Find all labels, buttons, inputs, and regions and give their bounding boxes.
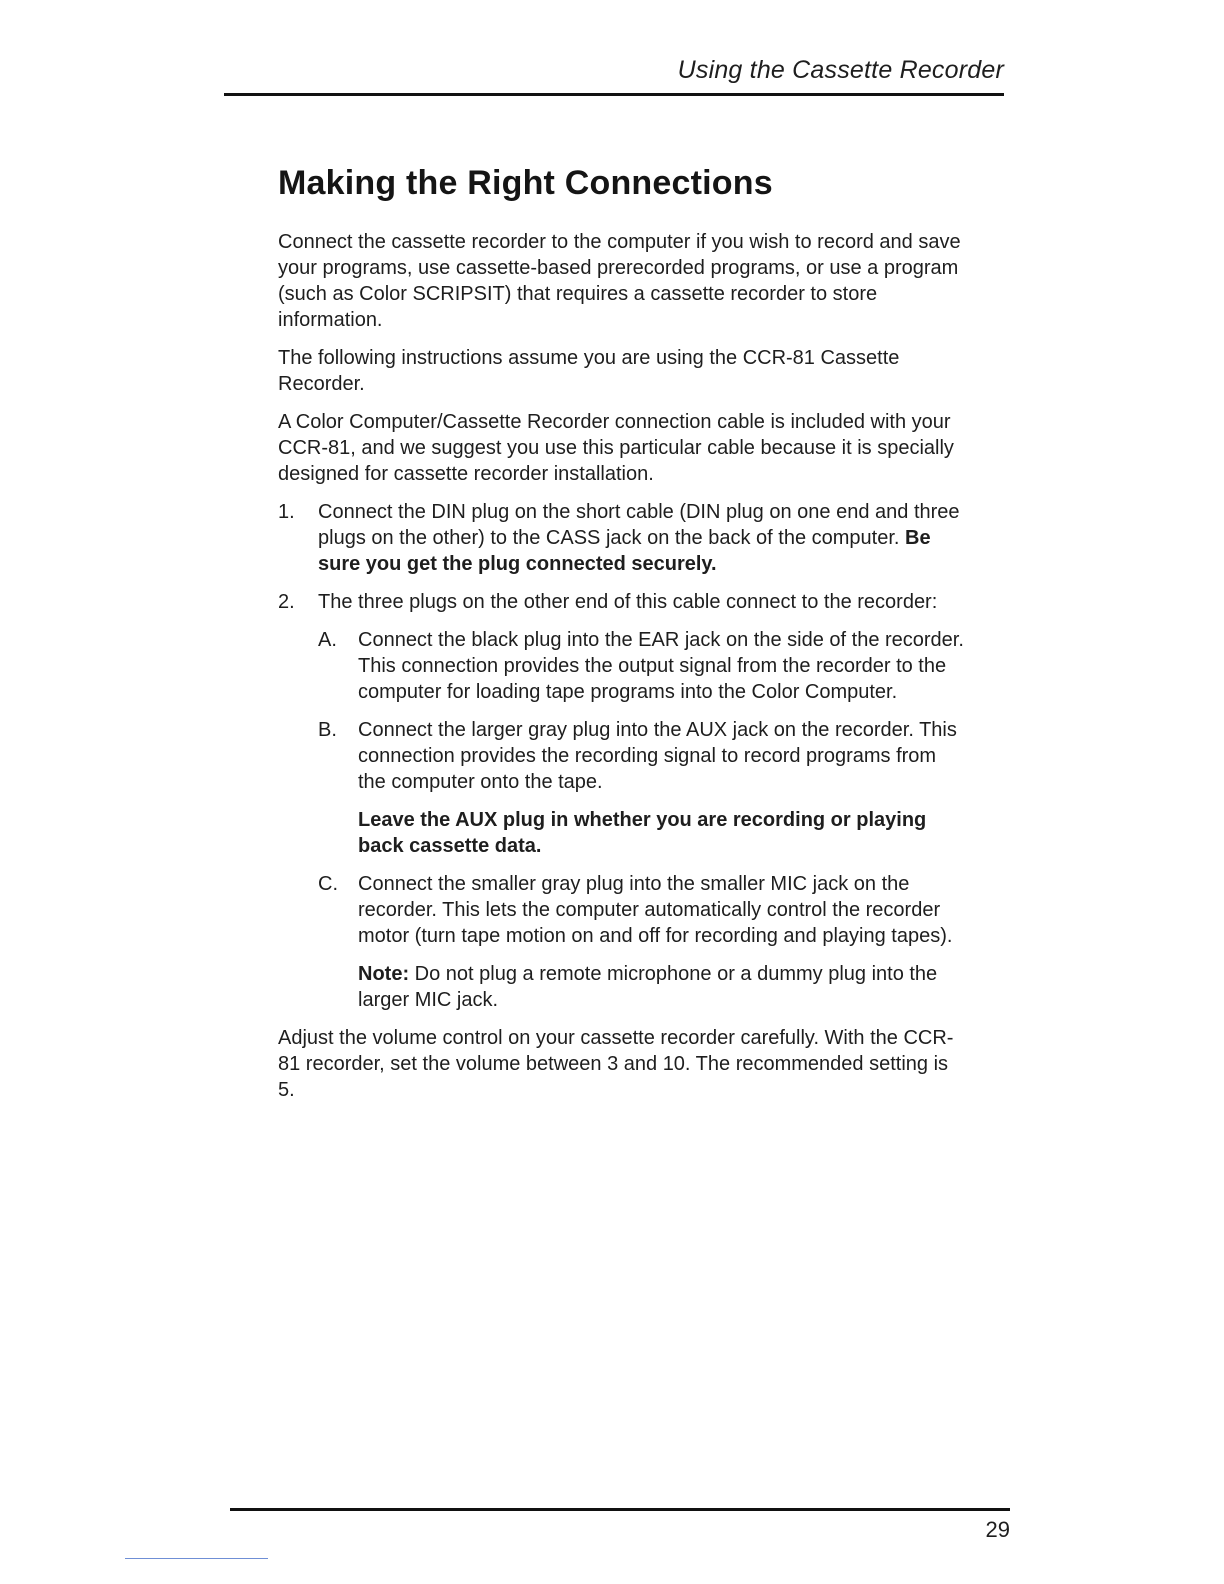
step-text: Connect the DIN plug on the short cable (DIN plug on one end and three plugs on the other) to the CASS jack on the back of the computer. (318, 501, 960, 549)
body-text (278, 229, 968, 1115)
substep-list-continued (318, 871, 968, 949)
substep-a (318, 627, 968, 705)
scan-edge-line (125, 1558, 268, 1559)
substep-letter: A. (318, 629, 337, 651)
aux-warning: Leave the AUX plug in whether you are recording or playing back cassette data. (358, 809, 927, 857)
step-2 (278, 589, 968, 615)
footer-rule (230, 1508, 1010, 1511)
assumption-paragraph: The following instructions assume you are using the CCR-81 Cassette Recorder. (278, 347, 900, 395)
note-label: Note: (358, 963, 410, 985)
substep-c (318, 871, 968, 949)
step-body (318, 499, 968, 577)
substep-letter: C. (318, 873, 338, 895)
step-number: 1. (278, 501, 295, 523)
intro-paragraph: Connect the cassette recorder to the computer if you wish to record and save your programs, use cassette-based prerecorded programs, or use a program (such as Color SCRIPSIT) that requires a cassette recorder to store information. (278, 231, 961, 331)
running-header: Using the Cassette Recorder (677, 56, 1004, 84)
substep-text: Connect the larger gray plug into the AUX jack on the recorder. This connection provides the recording signal to record programs from the computer onto the tape. (358, 719, 957, 793)
header-rule (224, 93, 1004, 96)
note-text: Do not plug a remote microphone or a dummy plug into the larger MIC jack. (358, 963, 938, 1011)
substep-b (318, 717, 968, 795)
substep-list (318, 627, 968, 795)
cable-paragraph: A Color Computer/Cassette Recorder connection cable is included with your CCR-81, and we suggest you use this particular cable because it is specially designed for cassette recorder installation. (278, 411, 954, 485)
step-text: The three plugs on the other end of this cable connect to the recorder: (318, 591, 938, 613)
step-emphasis: Be sure you get the plug connected securely. (318, 527, 931, 575)
page-number: 29 (985, 1517, 1010, 1542)
substep-text: Connect the black plug into the EAR jack on the side of the recorder. This connection provides the output signal from the recorder to the computer for loading tape programs into the Color Computer. (358, 629, 964, 703)
step-number: 2. (278, 591, 295, 613)
substep-text: Connect the smaller gray plug into the smaller MIC jack on the recorder. This lets the computer automatically control the recorder motor (turn tape motion on and off for recording and playing tapes). (358, 873, 953, 947)
note (358, 961, 968, 1013)
page-title: Making the Right Connections (278, 164, 773, 202)
step-1 (278, 499, 968, 577)
volume-paragraph: Adjust the volume control on your cassette recorder carefully. With the CCR-81 recorder, set the volume between 3 and 10. The recommended setting is 5. (278, 1027, 954, 1101)
substep-letter: B. (318, 719, 337, 741)
